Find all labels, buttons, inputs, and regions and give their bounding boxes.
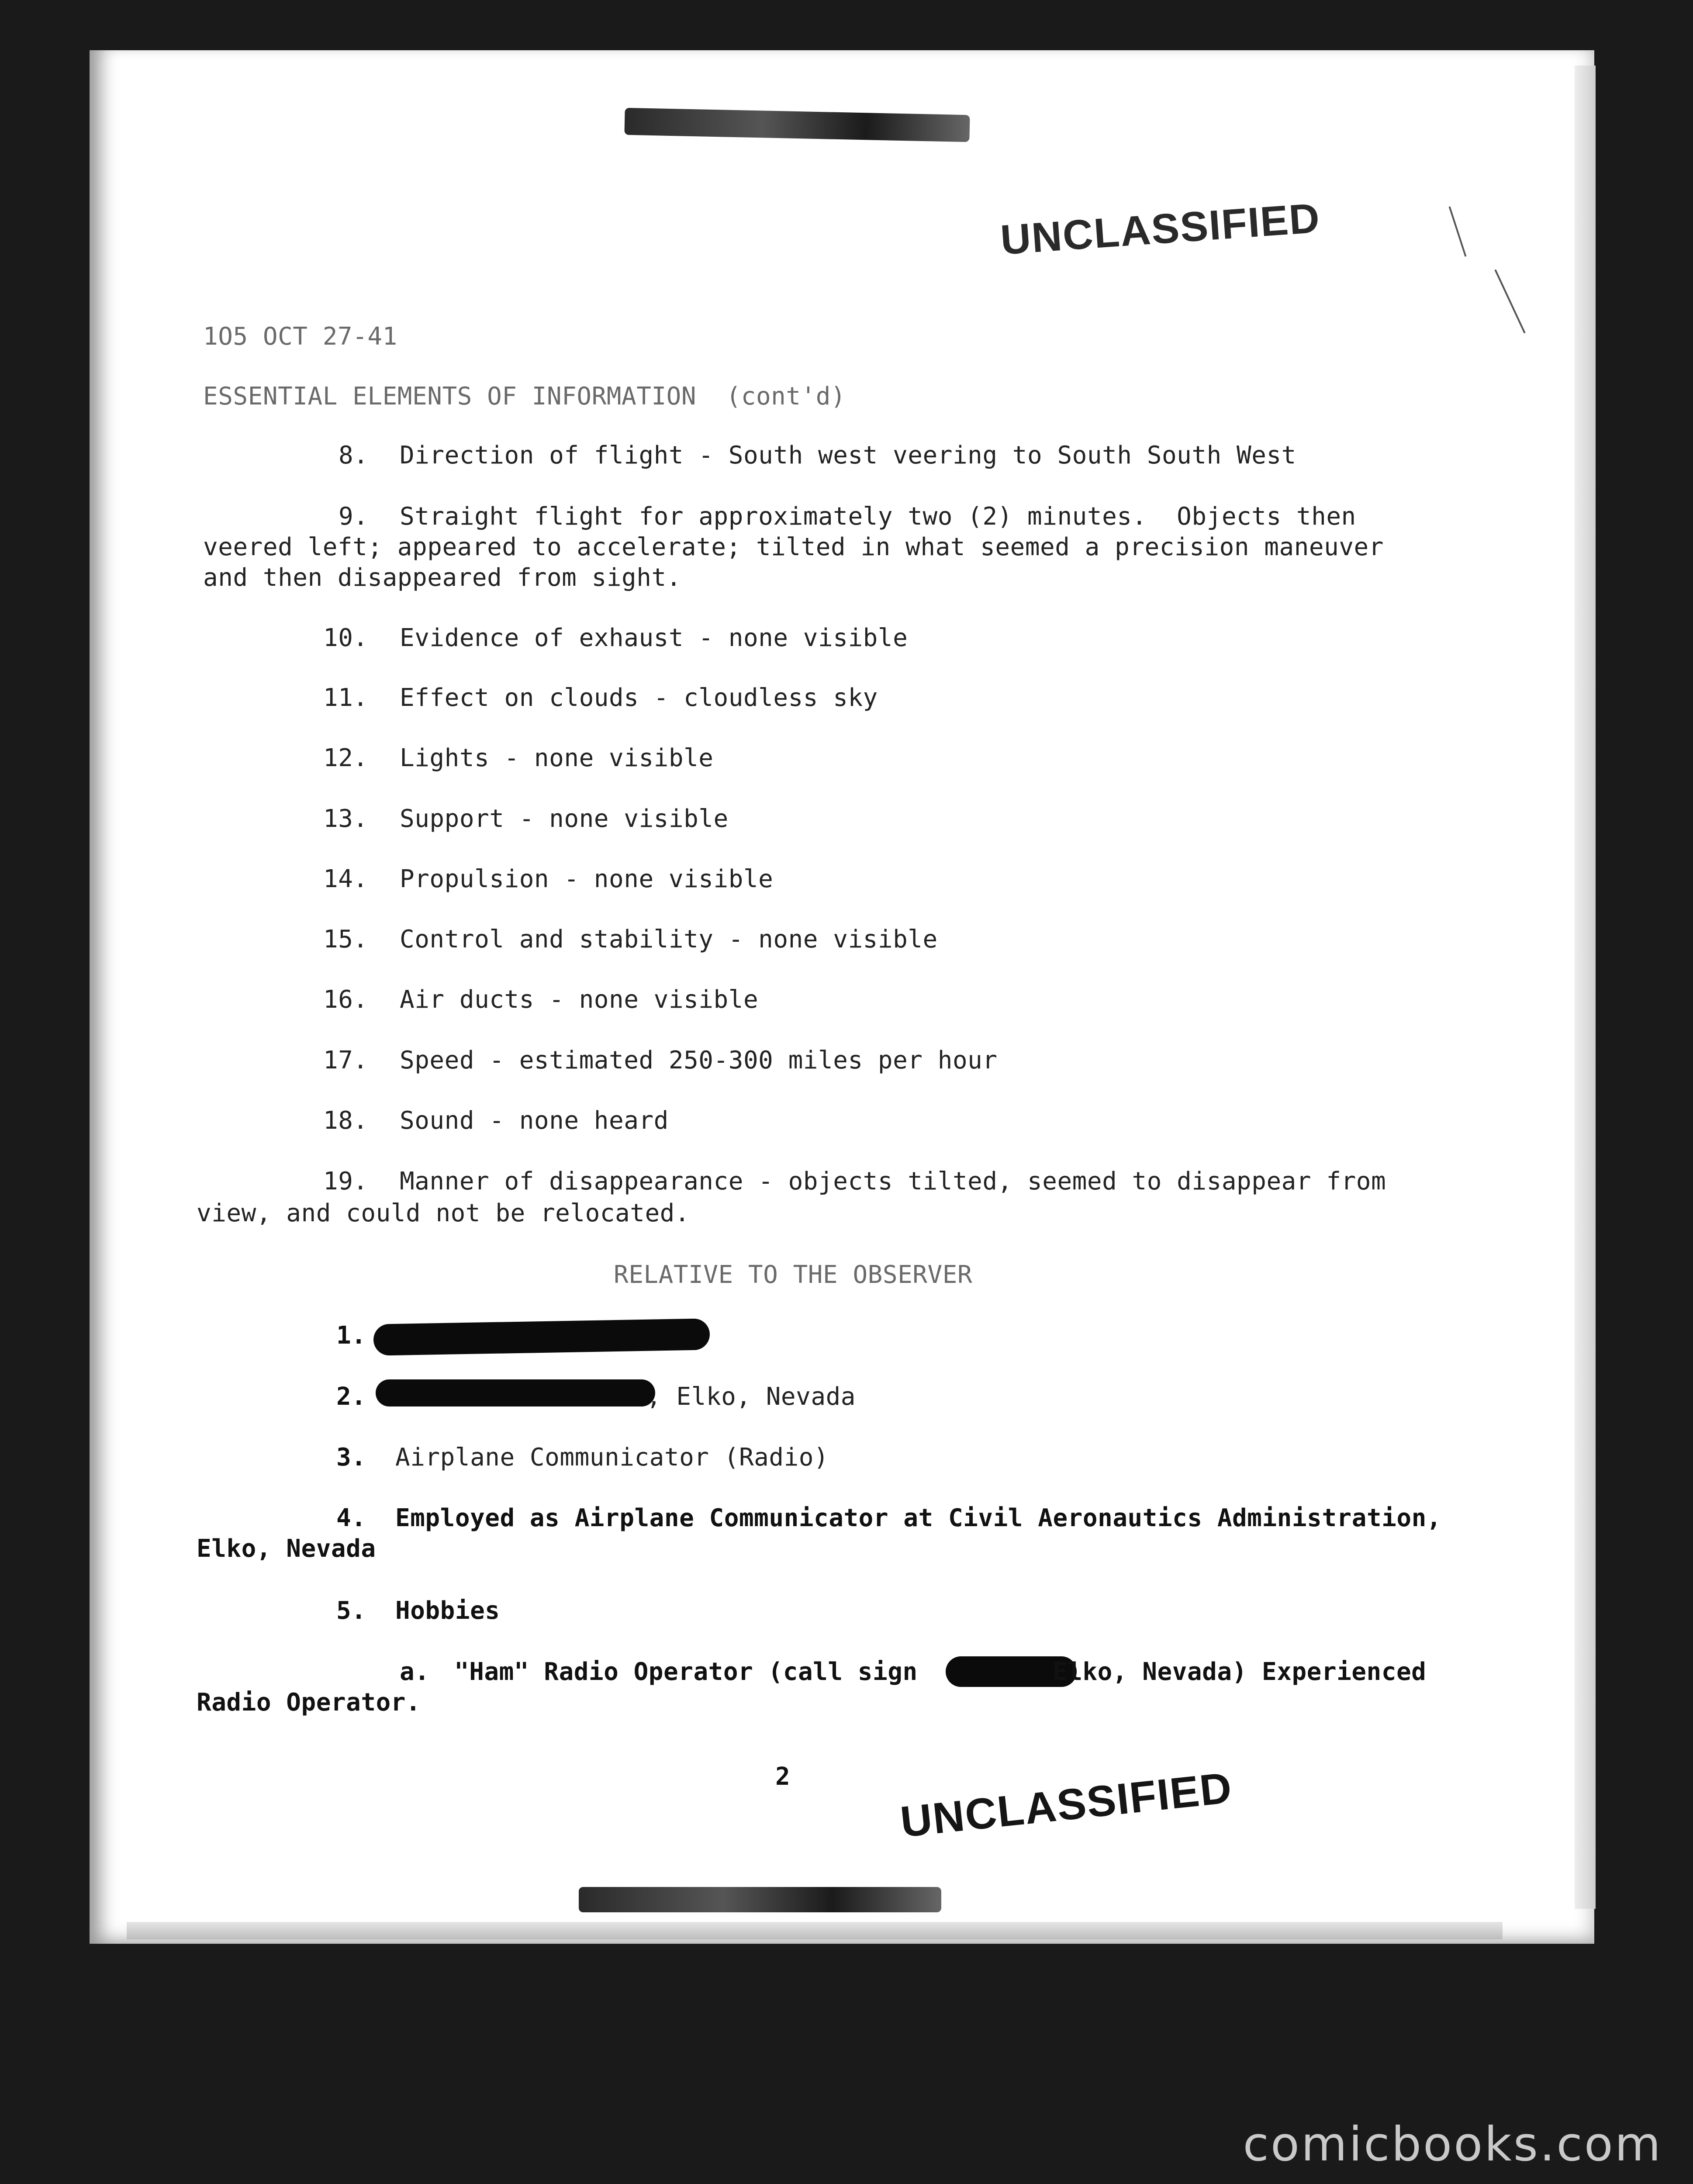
- item-text: Manner of disappearance - objects tilted, seemed to disappear from: [400, 1167, 1386, 1196]
- scan-bottom-band: [127, 1922, 1503, 1939]
- item-text: Employed as Airplane Communicator at Civil Aeronautics Administration,: [395, 1504, 1442, 1532]
- item-number: 18.: [323, 1106, 368, 1135]
- observer-heading: RELATIVE TO THE OBSERVER: [614, 1261, 973, 1289]
- item-text-cont: view, and could not be relocated.: [197, 1199, 690, 1227]
- item-text: Effect on clouds - cloudless sky: [400, 684, 878, 712]
- item-text: Sound - none heard: [400, 1106, 669, 1135]
- item-text: Lights - none visible: [400, 744, 714, 772]
- item-number: 15.: [323, 925, 368, 954]
- item-number: 8.: [339, 441, 369, 470]
- item-number: a.: [400, 1658, 430, 1686]
- item-text: Elko, Nevada) Experienced: [1053, 1658, 1427, 1686]
- item-text: Airplane Communicator (Radio): [395, 1443, 829, 1472]
- item-text: Direction of flight - South west veering to South South West: [400, 441, 1296, 470]
- unclassified-stamp-top: UNCLASSIFIED: [999, 194, 1322, 264]
- item-number: 9.: [339, 502, 369, 531]
- item-number: 5.: [336, 1597, 366, 1625]
- item-text: Speed - estimated 250-300 miles per hour: [400, 1046, 998, 1075]
- item-text: Hobbies: [395, 1597, 500, 1625]
- item-number: 1.: [336, 1321, 366, 1350]
- item-text: "Ham" Radio Operator (call sign: [454, 1658, 918, 1686]
- item-number: 19.: [323, 1167, 368, 1196]
- item-number: 11.: [323, 684, 368, 712]
- item-text: , Elko, Nevada: [646, 1382, 856, 1411]
- item-text: Propulsion - none visible: [400, 865, 774, 893]
- unclassified-stamp-bottom: UNCLASSIFIED: [898, 1763, 1235, 1847]
- item-number: 3.: [336, 1443, 366, 1472]
- item-number: 2.: [336, 1382, 366, 1411]
- item-number: 14.: [323, 865, 368, 893]
- page-number: 2: [775, 1762, 790, 1791]
- redaction-address: [376, 1379, 655, 1406]
- item-number: 13.: [323, 805, 368, 833]
- reference-line: 1O5 OCT 27-41: [203, 322, 397, 351]
- item-text: Control and stability - none visible: [400, 925, 938, 954]
- item-number: 16.: [323, 985, 368, 1014]
- item-text: Air ducts - none visible: [400, 985, 759, 1014]
- item-text-cont: and then disappeared from sight.: [203, 563, 681, 592]
- section-title: ESSENTIAL ELEMENTS OF INFORMATION (cont'd): [203, 382, 846, 411]
- item-text: Evidence of exhaust - none visible: [400, 624, 908, 652]
- redaction-name: [373, 1318, 710, 1355]
- item-number: 10.: [323, 624, 368, 652]
- item-text: Straight flight for approximately two (2) minutes. Objects then: [400, 502, 1356, 531]
- item-number: 12.: [323, 744, 368, 772]
- bottom-redaction-strip: [579, 1887, 941, 1912]
- scan-edge-right: [1575, 66, 1596, 1909]
- watermark: comicbooks.com: [1243, 2117, 1662, 2172]
- item-number: 4.: [336, 1504, 366, 1532]
- item-text-cont: Radio Operator.: [197, 1688, 421, 1717]
- item-number: 17.: [323, 1046, 368, 1075]
- item-text-cont: veered left; appeared to accelerate; tilted in what seemed a precision maneuver: [203, 533, 1384, 561]
- item-text: Support - none visible: [400, 805, 729, 833]
- item-text-cont: Elko, Nevada: [197, 1534, 376, 1563]
